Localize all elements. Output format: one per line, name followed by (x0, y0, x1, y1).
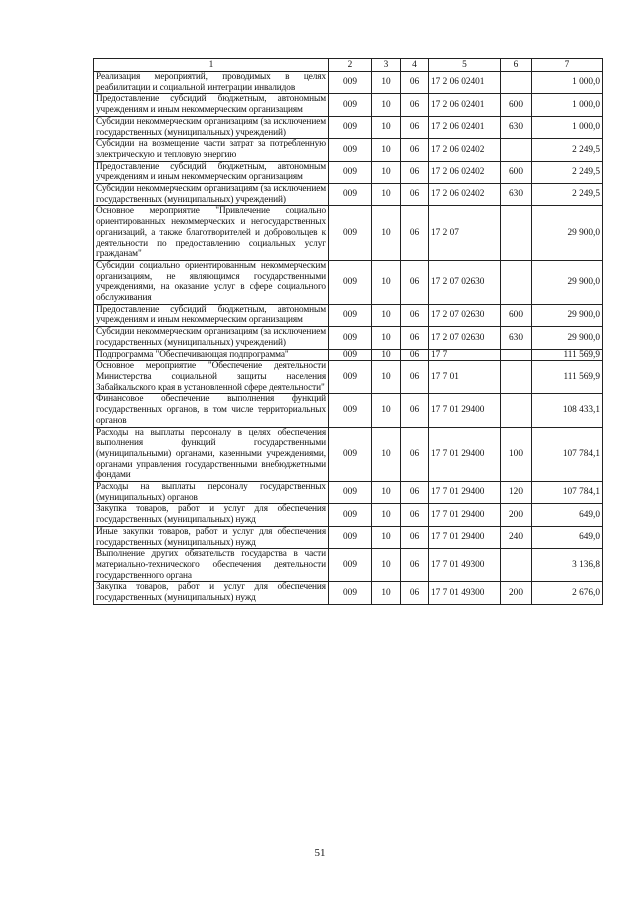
amount: 29 900,0 (532, 327, 603, 349)
section-code: 10 (372, 482, 401, 504)
expense-type-code: 120 (501, 482, 532, 504)
header-cell: 3 (372, 59, 401, 72)
row-description: Закупка товаров, работ и услуг для обеспечения государственных (муниципальных) нужд (94, 504, 329, 526)
amount: 1 000,0 (532, 72, 603, 94)
ministry-code: 009 (329, 72, 372, 94)
row-description: Субсидии некоммерческим организациям (за исключением государственных (муниципальных) учреждений) (94, 327, 329, 349)
table-row (94, 206, 603, 261)
expense-type-code: 100 (501, 427, 532, 482)
header-cell: 1 (94, 59, 329, 72)
section-code: 10 (372, 349, 401, 361)
target-article-code: 17 7 01 49300 (429, 582, 501, 604)
section-code: 10 (372, 72, 401, 94)
subsection-code: 06 (401, 184, 429, 206)
ministry-code: 009 (329, 427, 372, 482)
budget-table (93, 58, 603, 605)
subsection-code: 06 (401, 504, 429, 526)
ministry-code: 009 (329, 327, 372, 349)
section-code: 10 (372, 361, 401, 394)
row-description: Субсидии социально ориентированным некоммерческим организациям, не являющимся государственными учреждениями, на оказание услуг в сфере социального обслуживания (94, 260, 329, 304)
table-row (94, 482, 603, 504)
amount: 108 433,1 (532, 394, 603, 427)
target-article-code: 17 2 07 (429, 206, 501, 261)
target-article-code: 17 7 01 29400 (429, 504, 501, 526)
target-article-code: 17 7 01 29400 (429, 427, 501, 482)
target-article-code: 17 7 01 29400 (429, 394, 501, 427)
subsection-code: 06 (401, 260, 429, 304)
ministry-code: 009 (329, 549, 372, 582)
subsection-code: 06 (401, 526, 429, 548)
expense-type-code (501, 349, 532, 361)
header-cell: 6 (501, 59, 532, 72)
header-cell: 2 (329, 59, 372, 72)
ministry-code: 009 (329, 394, 372, 427)
subsection-code: 06 (401, 116, 429, 138)
expense-type-code: 200 (501, 504, 532, 526)
section-code: 10 (372, 526, 401, 548)
amount: 649,0 (532, 504, 603, 526)
amount: 29 900,0 (532, 304, 603, 326)
ministry-code: 009 (329, 582, 372, 604)
expense-type-code: 600 (501, 304, 532, 326)
table-row (94, 394, 603, 427)
section-code: 10 (372, 260, 401, 304)
row-description: Расходы на выплаты персоналу в целях обеспечения выполнения функций государственными (муниципальными) органами, казенными учреждениями, органами управления государственными внебюджетными фондами (94, 427, 329, 482)
subsection-code: 06 (401, 349, 429, 361)
target-article-code: 17 2 06 02402 (429, 184, 501, 206)
ministry-code: 009 (329, 94, 372, 116)
target-article-code: 17 7 01 29400 (429, 526, 501, 548)
expense-type-code: 630 (501, 184, 532, 206)
amount: 107 784,1 (532, 427, 603, 482)
section-code: 10 (372, 394, 401, 427)
expense-type-code: 630 (501, 116, 532, 138)
table-row (94, 427, 603, 482)
section-code: 10 (372, 94, 401, 116)
table-row (94, 116, 603, 138)
row-description: Основное мероприятие "Обеспечение деятельности Министерства социальной защиты населения Забайкальского края в установленной сфере деятельности" (94, 361, 329, 394)
amount: 2 249,5 (532, 139, 603, 161)
subsection-code: 06 (401, 94, 429, 116)
subsection-code: 06 (401, 139, 429, 161)
table-row (94, 582, 603, 604)
section-code: 10 (372, 139, 401, 161)
subsection-code: 06 (401, 427, 429, 482)
row-description: Субсидии некоммерческим организациям (за исключением государственных (муниципальных) учреждений) (94, 184, 329, 206)
expense-type-code: 600 (501, 94, 532, 116)
ministry-code: 009 (329, 304, 372, 326)
row-description: Реализация мероприятий, проводимых в целях реабилитации и социальной интеграции инвалидов (94, 72, 329, 94)
subsection-code: 06 (401, 549, 429, 582)
section-code: 10 (372, 427, 401, 482)
expense-type-code: 240 (501, 526, 532, 548)
ministry-code: 009 (329, 260, 372, 304)
section-code: 10 (372, 206, 401, 261)
ministry-code: 009 (329, 526, 372, 548)
section-code: 10 (372, 116, 401, 138)
subsection-code: 06 (401, 582, 429, 604)
table-row (94, 184, 603, 206)
amount: 1 000,0 (532, 94, 603, 116)
row-description: Субсидии на возмещение части затрат за потребленную электрическую и тепловую энергию (94, 139, 329, 161)
target-article-code: 17 7 01 49300 (429, 549, 501, 582)
row-description: Иные закупки товаров, работ и услуг для обеспечения государственных (муниципальных) нужд (94, 526, 329, 548)
table-row (94, 260, 603, 304)
table-row (94, 526, 603, 548)
row-description: Основное мероприятие "Привлечение социально ориентированных некоммерческих и негосударственных организаций, а также благотворителей и добровольцев к деятельности по предоставлению социальных услуг гражданам" (94, 206, 329, 261)
row-description: Субсидии некоммерческим организациям (за исключением государственных (муниципальных) учреждений) (94, 116, 329, 138)
ministry-code: 009 (329, 139, 372, 161)
target-article-code: 17 2 06 02401 (429, 94, 501, 116)
target-article-code: 17 2 07 02630 (429, 260, 501, 304)
expense-type-code (501, 361, 532, 394)
amount: 107 784,1 (532, 482, 603, 504)
table-row (94, 94, 603, 116)
target-article-code: 17 2 07 02630 (429, 304, 501, 326)
subsection-code: 06 (401, 361, 429, 394)
target-article-code: 17 2 06 02401 (429, 116, 501, 138)
target-article-code: 17 7 01 29400 (429, 482, 501, 504)
subsection-code: 06 (401, 72, 429, 94)
page-number: 51 (314, 847, 326, 859)
target-article-code: 17 2 07 02630 (429, 327, 501, 349)
ministry-code: 009 (329, 504, 372, 526)
expense-type-code (501, 139, 532, 161)
row-description: Предоставление субсидий бюджетным, автономным учреждениям и иным некоммерческим организациям (94, 94, 329, 116)
ministry-code: 009 (329, 361, 372, 394)
ministry-code: 009 (329, 161, 372, 183)
expense-type-code: 200 (501, 582, 532, 604)
table-row (94, 361, 603, 394)
amount: 2 249,5 (532, 161, 603, 183)
subsection-code: 06 (401, 394, 429, 427)
expense-type-code: 600 (501, 161, 532, 183)
row-description: Финансовое обеспечение выполнения функций государственных органов, в том числе территориальных органов (94, 394, 329, 427)
target-article-code: 17 7 (429, 349, 501, 361)
amount: 29 900,0 (532, 206, 603, 261)
table-row (94, 139, 603, 161)
header-cell: 4 (401, 59, 429, 72)
section-code: 10 (372, 184, 401, 206)
expense-type-code: 630 (501, 327, 532, 349)
target-article-code: 17 2 06 02402 (429, 139, 501, 161)
ministry-code: 009 (329, 349, 372, 361)
expense-type-code (501, 206, 532, 261)
ministry-code: 009 (329, 482, 372, 504)
row-description: Выполнение других обязательств государства в части материально-технического обеспечения деятельности государственного органа (94, 549, 329, 582)
amount: 1 000,0 (532, 116, 603, 138)
row-description: Подпрограмма "Обеспечивающая подпрограмма" (94, 349, 329, 361)
ministry-code: 009 (329, 116, 372, 138)
amount: 3 136,8 (532, 549, 603, 582)
target-article-code: 17 7 01 (429, 361, 501, 394)
amount: 649,0 (532, 526, 603, 548)
subsection-code: 06 (401, 161, 429, 183)
table-row (94, 327, 603, 349)
subsection-code: 06 (401, 304, 429, 326)
amount: 111 569,9 (532, 349, 603, 361)
amount: 111 569,9 (532, 361, 603, 394)
amount: 2 676,0 (532, 582, 603, 604)
expense-type-code (501, 549, 532, 582)
header-cell: 5 (429, 59, 501, 72)
ministry-code: 009 (329, 184, 372, 206)
table-row (94, 161, 603, 183)
subsection-code: 06 (401, 327, 429, 349)
row-description: Расходы на выплаты персоналу государственных (муниципальных) органов (94, 482, 329, 504)
expense-type-code (501, 394, 532, 427)
section-code: 10 (372, 327, 401, 349)
target-article-code: 17 2 06 02401 (429, 72, 501, 94)
section-code: 10 (372, 304, 401, 326)
table-row (94, 504, 603, 526)
expense-type-code (501, 260, 532, 304)
section-code: 10 (372, 504, 401, 526)
row-description: Предоставление субсидий бюджетным, автономным учреждениям и иным некоммерческим организациям (94, 161, 329, 183)
table-row (94, 349, 603, 361)
header-row (94, 59, 603, 72)
section-code: 10 (372, 582, 401, 604)
amount: 29 900,0 (532, 260, 603, 304)
section-code: 10 (372, 549, 401, 582)
subsection-code: 06 (401, 482, 429, 504)
row-description: Закупка товаров, работ и услуг для обеспечения государственных (муниципальных) нужд (94, 582, 329, 604)
target-article-code: 17 2 06 02402 (429, 161, 501, 183)
table-row (94, 549, 603, 582)
header-cell: 7 (532, 59, 603, 72)
ministry-code: 009 (329, 206, 372, 261)
table-row (94, 72, 603, 94)
section-code: 10 (372, 161, 401, 183)
table-row (94, 304, 603, 326)
amount: 2 249,5 (532, 184, 603, 206)
row-description: Предоставление субсидий бюджетным, автономным учреждениям и иным некоммерческим организациям (94, 304, 329, 326)
subsection-code: 06 (401, 206, 429, 261)
expense-type-code (501, 72, 532, 94)
